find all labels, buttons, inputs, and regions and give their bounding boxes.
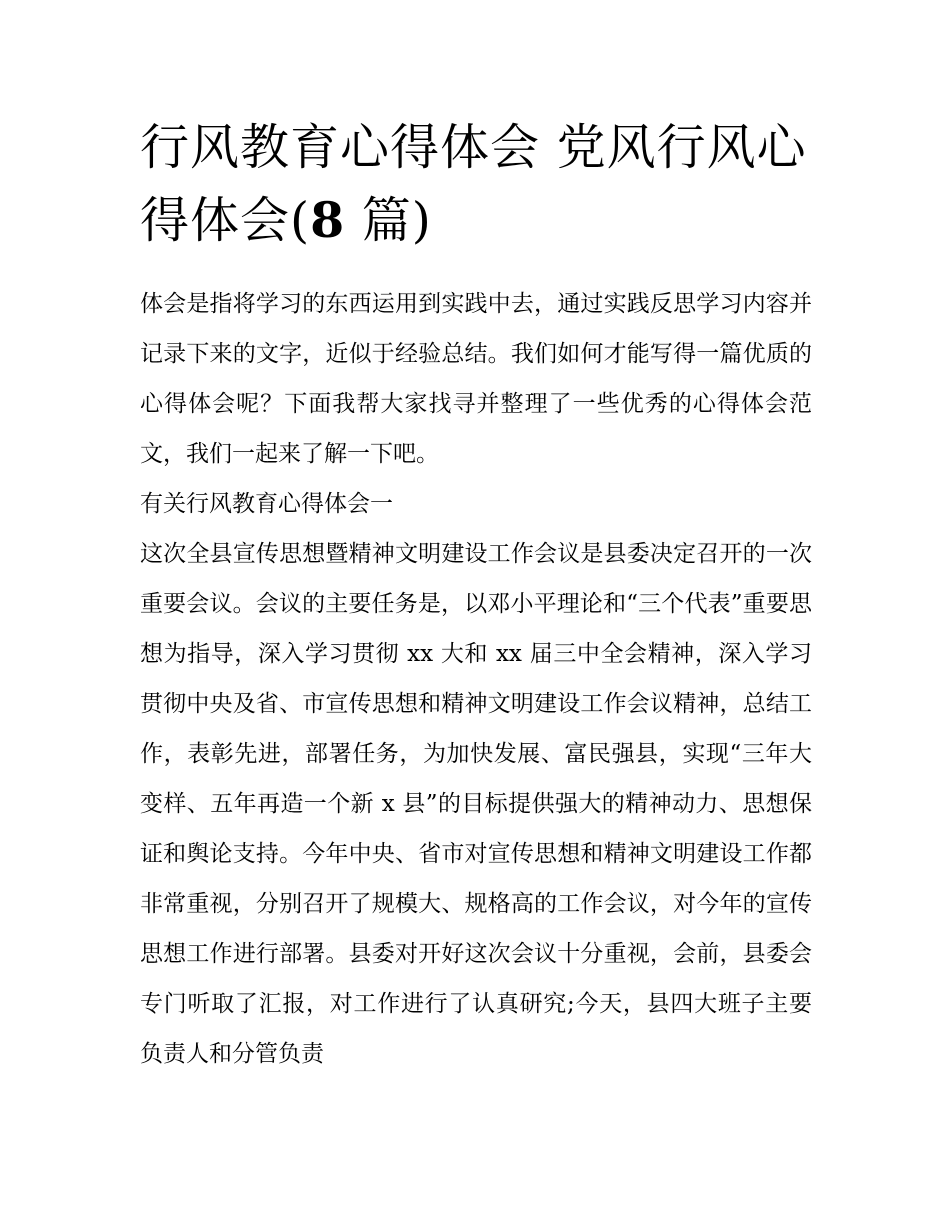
- body-paragraph: 这次全县宣传思想暨精神文明建设工作会议是县委决定召开的一次重要会议。会议的主要任务是，以邓小平理论和“三个代表”重要思想为指导，深入学习贯彻 xx 大和 xx 届三中全会精神，深入学习贯彻中央及省、市宣传思想和精神文明建设工作会议精神，总结工作，表彰先进，部署任务，为加快发展、富民强县，实现“三年大变样、五年再造一个新 x 县”的目标提供强大的精神动力、思想保证和舆论支持。今年中央、省市对宣传思想和精神文明建设工作都非常重视，分别召开了规模大、规格高的工作会议，对今年的宣传思想工作进行部署。县委对开好这次会议十分重视，会前，县委会专门听取了汇报，对工作进行了认真研究;今天，县四大班子主要负责人和分管负责: [140, 541, 812, 1067]
- document-page: [140, 112, 812, 1079]
- title-number: 8: [310, 191, 346, 249]
- title-text-part1: 行风教育心得体会 党风行风心得体会(: [140, 119, 807, 249]
- section-heading: 有关行风教育心得体会一: [140, 491, 393, 517]
- document-title: [140, 112, 812, 257]
- title-text-part2: 篇): [345, 192, 432, 249]
- intro-paragraph: 体会是指将学习的东西运用到实践中去，通过实践反思学习内容并记录下来的文字，近似于经验总结。我们如何才能写得一篇优质的心得体会呢？下面我帮大家找寻并整理了一些优秀的心得体会范文，我们一起来了解一下吧。: [140, 291, 812, 467]
